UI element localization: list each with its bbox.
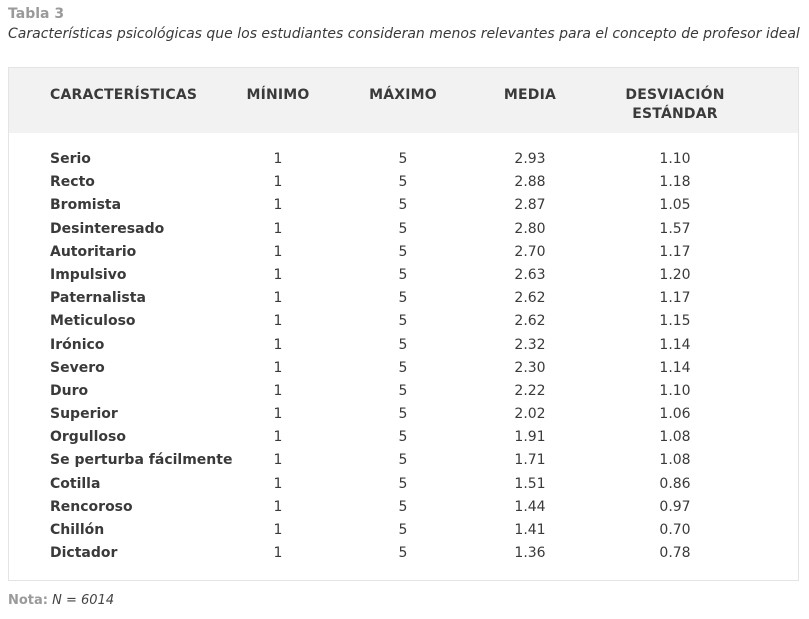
row-maximum: 5 <box>398 406 408 423</box>
table-row <box>9 218 798 241</box>
table-row <box>9 194 798 217</box>
row-standard-deviation: 0.78 <box>659 545 691 562</box>
row-characteristic: Recto <box>50 174 95 191</box>
row-standard-deviation: 1.20 <box>659 266 691 283</box>
table-row <box>9 171 798 194</box>
table-caption: Características psicológicas que los estudiantes consideran menos relevantes para el concepto de profesor ideal <box>8 26 800 42</box>
row-minimum: 1 <box>273 290 283 307</box>
row-maximum: 5 <box>398 266 408 283</box>
row-standard-deviation: 0.86 <box>659 475 691 492</box>
row-minimum: 1 <box>273 498 283 515</box>
row-mean: 1.41 <box>514 522 546 538</box>
row-standard-deviation: 1.17 <box>659 290 691 307</box>
row-mean: 2.30 <box>514 359 546 376</box>
row-maximum: 5 <box>398 197 408 214</box>
row-mean: 2.88 <box>514 174 546 191</box>
table-row <box>9 380 798 403</box>
table-row <box>9 241 798 264</box>
row-maximum: 5 <box>398 429 408 446</box>
row-characteristic: Dictador <box>50 545 118 562</box>
row-characteristic: Se perturba fácilmente <box>50 452 233 469</box>
row-standard-deviation: 1.17 <box>659 243 691 260</box>
row-characteristic: Severo <box>50 359 105 376</box>
row-mean: 2.80 <box>514 220 546 237</box>
row-mean: 1.36 <box>514 545 546 562</box>
row-characteristic: Superior <box>50 406 118 423</box>
table-row <box>9 310 798 333</box>
row-mean: 2.22 <box>514 382 546 399</box>
header-sd-line1: DESVIACIÓN <box>625 87 725 103</box>
row-maximum: 5 <box>398 151 408 167</box>
note-text: N = 6014 <box>52 593 115 608</box>
row-maximum: 5 <box>398 545 408 562</box>
row-standard-deviation: 1.06 <box>659 406 691 423</box>
row-standard-deviation: 0.97 <box>659 498 691 515</box>
row-maximum: 5 <box>398 382 408 399</box>
row-maximum: 5 <box>398 475 408 492</box>
row-mean: 2.62 <box>514 313 546 330</box>
row-characteristic: Desinteresado <box>50 220 165 237</box>
table-row <box>9 449 798 472</box>
table-row <box>9 264 798 287</box>
row-standard-deviation: 1.14 <box>659 336 691 353</box>
row-standard-deviation: 1.08 <box>659 452 691 469</box>
row-minimum: 1 <box>273 313 283 330</box>
table-row <box>9 496 798 519</box>
row-characteristic: Irónico <box>50 336 105 353</box>
row-maximum: 5 <box>398 220 408 237</box>
row-characteristic: Rencoroso <box>50 498 133 515</box>
header-characteristics: CARACTERÍSTICAS <box>50 87 198 103</box>
row-standard-deviation: 1.10 <box>659 151 691 167</box>
row-minimum: 1 <box>273 382 283 399</box>
row-minimum: 1 <box>273 336 283 353</box>
data-table <box>8 67 799 581</box>
table-row <box>9 473 798 496</box>
row-standard-deviation: 1.14 <box>659 359 691 376</box>
row-maximum: 5 <box>398 174 408 191</box>
row-mean: 2.87 <box>514 197 546 214</box>
header-minimum: MÍNIMO <box>246 87 310 103</box>
table-row <box>9 148 798 171</box>
row-mean: 2.62 <box>514 290 546 307</box>
row-characteristic: Impulsivo <box>50 266 127 283</box>
row-mean: 2.63 <box>514 266 546 283</box>
row-mean: 1.91 <box>514 429 546 446</box>
table-row <box>9 542 798 565</box>
row-standard-deviation: 0.70 <box>659 522 691 538</box>
table-row <box>9 357 798 380</box>
table-note <box>8 593 114 608</box>
row-minimum: 1 <box>273 266 283 283</box>
row-standard-deviation: 1.15 <box>659 313 691 330</box>
row-maximum: 5 <box>398 243 408 260</box>
row-minimum: 1 <box>273 197 283 214</box>
row-standard-deviation: 1.08 <box>659 429 691 446</box>
row-characteristic: Orgulloso <box>50 429 126 446</box>
table-row <box>9 334 798 357</box>
row-maximum: 5 <box>398 313 408 330</box>
row-maximum: 5 <box>398 522 408 538</box>
header-sd-line2: ESTÁNDAR <box>632 106 718 122</box>
row-minimum: 1 <box>273 151 283 167</box>
row-minimum: 1 <box>273 359 283 376</box>
row-minimum: 1 <box>273 406 283 423</box>
row-standard-deviation: 1.05 <box>659 197 691 214</box>
row-characteristic: Chillón <box>50 522 105 538</box>
row-minimum: 1 <box>273 243 283 260</box>
row-minimum: 1 <box>273 452 283 469</box>
row-standard-deviation: 1.10 <box>659 382 691 399</box>
row-mean: 2.32 <box>514 336 546 353</box>
row-mean: 1.51 <box>514 475 546 492</box>
row-characteristic: Meticuloso <box>50 313 136 330</box>
row-maximum: 5 <box>398 359 408 376</box>
table-row <box>9 426 798 449</box>
row-mean: 2.93 <box>514 151 546 167</box>
header-maximum: MÁXIMO <box>369 87 437 103</box>
row-mean: 1.44 <box>514 498 546 515</box>
row-characteristic: Autoritario <box>50 243 137 260</box>
note-label: Nota: <box>8 593 48 608</box>
table-row <box>9 519 798 542</box>
row-mean: 2.02 <box>514 406 546 423</box>
header-mean: MEDIA <box>503 87 557 103</box>
row-maximum: 5 <box>398 498 408 515</box>
row-minimum: 1 <box>273 522 283 538</box>
row-minimum: 1 <box>273 545 283 562</box>
row-minimum: 1 <box>273 475 283 492</box>
row-maximum: 5 <box>398 452 408 469</box>
table-body <box>9 148 798 565</box>
row-maximum: 5 <box>398 336 408 353</box>
table-row <box>9 287 798 310</box>
row-maximum: 5 <box>398 290 408 307</box>
row-characteristic: Paternalista <box>50 290 146 307</box>
row-minimum: 1 <box>273 174 283 191</box>
row-standard-deviation: 1.57 <box>659 220 691 237</box>
row-characteristic: Cotilla <box>50 475 101 492</box>
table-row <box>9 403 798 426</box>
header-standard-deviation <box>605 86 745 124</box>
row-minimum: 1 <box>273 429 283 446</box>
row-characteristic: Duro <box>50 382 89 399</box>
row-standard-deviation: 1.18 <box>659 174 691 191</box>
row-characteristic: Bromista <box>50 197 122 214</box>
row-mean: 1.71 <box>514 452 546 469</box>
row-mean: 2.70 <box>514 243 546 260</box>
row-characteristic: Serio <box>50 151 91 167</box>
table-header <box>9 68 798 133</box>
row-minimum: 1 <box>273 220 283 237</box>
table-number: Tabla 3 <box>8 6 65 22</box>
